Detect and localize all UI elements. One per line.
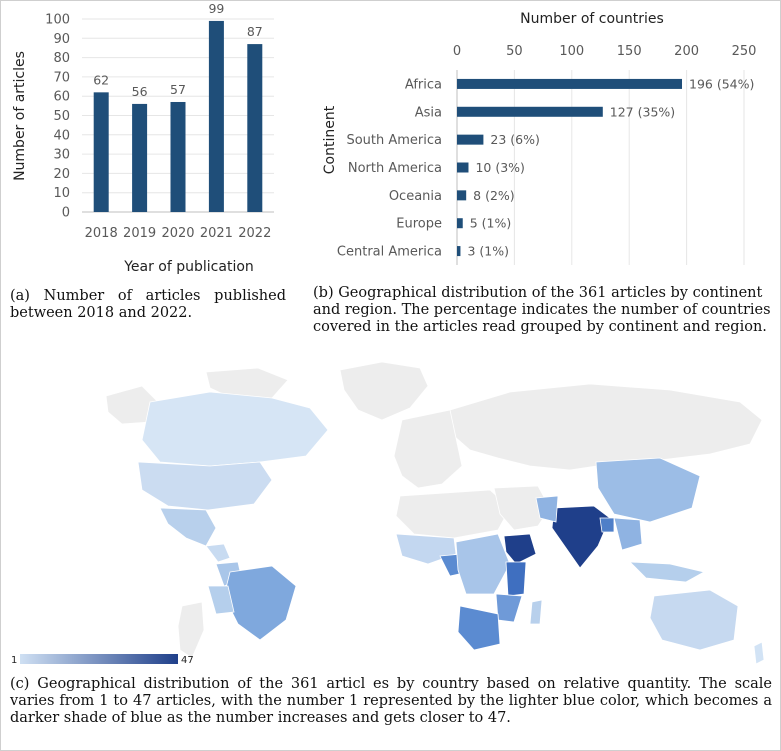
category-labels [337, 77, 442, 259]
central-america-shape [206, 544, 230, 562]
x-tick-labels [85, 226, 272, 241]
value-label-2022: 87 [246, 24, 263, 40]
bar-2022 [247, 44, 262, 212]
value-label-2020: 57 [170, 81, 186, 97]
category-south-america: South America [346, 133, 442, 149]
central-africa-shape [456, 534, 510, 594]
category-asia: Asia [414, 105, 442, 121]
y-axis-label: Continent [322, 105, 338, 175]
argentina-shape [178, 602, 204, 658]
value-label-europe: 5 (1%) [469, 215, 512, 231]
mozambique-shape [496, 594, 522, 622]
value-label-south-america: 23 (6%) [490, 132, 540, 148]
chart-title: Number of countries [520, 11, 664, 27]
indonesia-shape [630, 562, 704, 582]
scale-min-label: 1 [11, 655, 18, 666]
category-oceania: Oceania [388, 188, 442, 204]
bar-africa [457, 79, 682, 89]
caption-c: (c) Geographical distribution of the 361 articl es by country based on relative quantity. The scale varies from 1 to 47 articles, with the number 1 represented by the lighter blue color, which becomes a darker shade of blue as the number increases and gets closer to 47. [10, 676, 772, 726]
australia-shape [650, 590, 738, 650]
x-tick-50: 50 [506, 44, 523, 59]
x-tick-0: 0 [452, 44, 462, 59]
y-tick-50: 50 [53, 109, 70, 124]
color-scale-bar [20, 654, 178, 664]
y-tick-100: 100 [45, 12, 70, 28]
x-tick-100: 100 [559, 44, 585, 59]
y-tick-30: 30 [53, 147, 70, 163]
new-zealand-shape [754, 642, 764, 664]
south-africa-shape [458, 606, 500, 650]
india-shape [552, 506, 610, 568]
y-tick-labels [45, 13, 70, 221]
y-tick-10: 10 [53, 186, 70, 202]
y-tick-80: 80 [53, 51, 70, 67]
value-label-oceania: 8 (2%) [473, 187, 515, 203]
caption-a: (a) Number of articles published between 2018 and 2022. [10, 288, 286, 321]
bar-oceania [457, 190, 466, 200]
value-label-central-america: 3 (1%) [467, 243, 509, 259]
y-axis-label: Number of articles [12, 51, 28, 181]
y-tick-40: 40 [53, 128, 70, 144]
value-labels [467, 76, 754, 258]
bar-2018 [94, 92, 109, 212]
bar-central-america [457, 246, 460, 256]
madagascar-shape [530, 600, 542, 624]
x-tick-2018: 2018 [84, 226, 118, 241]
china-shape [596, 458, 700, 522]
x-tick-250: 250 [731, 44, 757, 59]
x-tick-2022: 2022 [238, 226, 272, 241]
x-tick-150: 150 [616, 44, 642, 59]
y-tick-90: 90 [53, 31, 70, 47]
value-label-2019: 56 [131, 83, 148, 99]
articles-per-year-chart [0, 0, 300, 285]
y-tick-20: 20 [53, 166, 70, 182]
mexico-shape [160, 508, 216, 546]
bars [94, 21, 263, 212]
x-axis-label: Year of publication [124, 259, 254, 275]
brazil-shape [224, 566, 296, 640]
category-north-america: North America [347, 161, 442, 176]
y-tick-60: 60 [53, 89, 70, 105]
y-tick-0: 0 [61, 205, 70, 221]
bangladesh-shape [600, 518, 614, 532]
value-label-2021: 99 [208, 0, 225, 16]
usa-shape [138, 462, 272, 510]
caption-b: (b) Geographical distribution of the 361 articles by continent and region. The percentage indicates the number of countries covered in the articles read grouped by continent and region. [313, 285, 771, 335]
value-labels [93, 1, 263, 99]
category-central-america: Central America [336, 244, 442, 260]
southeast-asia-shape [614, 518, 642, 550]
north-africa-shape [396, 490, 510, 538]
value-label-2018: 62 [93, 72, 110, 88]
category-africa: Africa [404, 77, 442, 93]
category-europe: Europe [396, 216, 442, 232]
bar-asia [457, 107, 603, 117]
y-tick-70: 70 [53, 70, 70, 86]
x-tick-2021: 2021 [199, 226, 233, 241]
bar-2021 [209, 21, 224, 212]
x-tick-200: 200 [674, 44, 700, 59]
europe-shape [394, 410, 462, 488]
countries-by-continent-chart [300, 0, 780, 280]
ethiopia-shape [504, 534, 536, 564]
russia-shape [450, 384, 762, 470]
value-label-north-america: 10 (3%) [475, 160, 525, 175]
value-label-africa: 196 (54%) [689, 76, 755, 92]
bar-europe [457, 218, 463, 228]
bar-north-america [457, 163, 468, 173]
bar-south-america [457, 135, 483, 145]
value-label-asia: 127 (35%) [609, 104, 676, 120]
scale-max-label: 47 [181, 655, 194, 666]
canada-shape [142, 392, 328, 466]
x-tick-labels [453, 44, 757, 59]
bar-2020 [171, 102, 186, 212]
x-tick-2019: 2019 [123, 226, 157, 241]
greenland-shape [340, 362, 428, 420]
x-tick-2020: 2020 [161, 226, 195, 241]
kenya-tanzania-shape [506, 562, 526, 596]
bar-2019 [132, 104, 147, 212]
world-choropleth-map [10, 358, 770, 668]
